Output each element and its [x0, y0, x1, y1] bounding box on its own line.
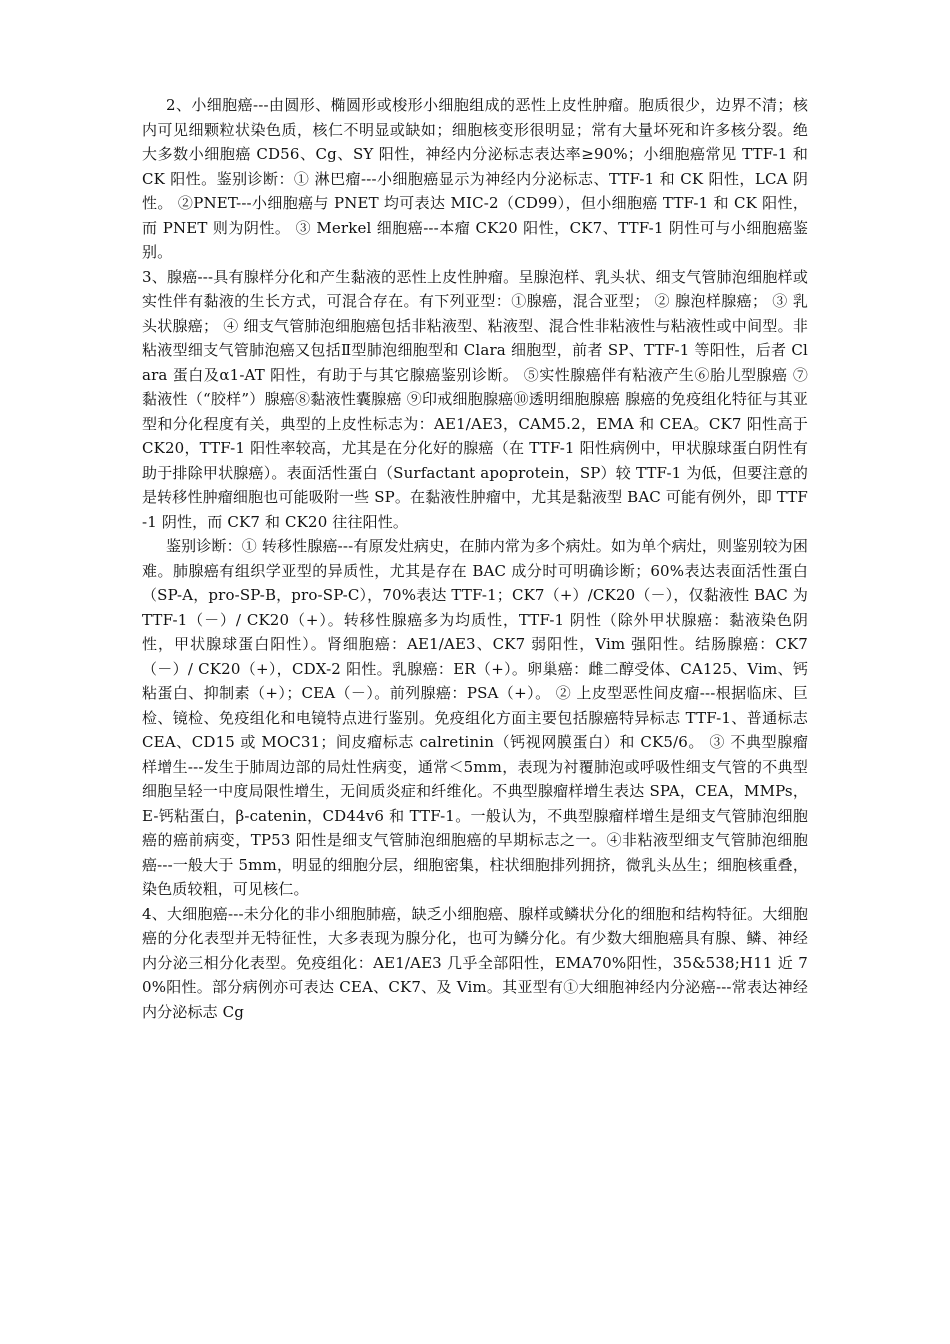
paragraph-differential-diagnosis: 鉴别诊断：① 转移性腺癌---有原发灶病史，在肺内常为多个病灶。如为单个病灶，则鉴别较为困难。肺腺癌有组织学亚型的异质性，尤其是存在 BAC 成分时可明确诊断；60%表达表面活性蛋白（SP-A，pro-SP-B，pro-SP-C），70%表达 TTF-1；CK7（+）/CK20（－），仅黏液性 BAC 为 TTF-1（－）/ CK20（+）。转移性腺癌多为均质性，TTF-1 阴性（除外甲状腺癌：黏液染色阴性，甲状腺球蛋白阳性）。肾细胞癌：AE1/AE3、CK7 弱阳性，Vim 强阳性。结肠腺癌：CK7（－）/ CK20（+），CDX-2 阳性。乳腺癌：ER（+）。卵巢癌：雌二醇受体、CA125、Vim、钙粘蛋白、抑制素（+）；CEA（－）。前列腺癌：PSA（+）。 ② 上皮型恶性间皮瘤---根据临床、巨检、镜检、免疫组化和电镜特点进行鉴别。免疫组化方面主要包括腺癌特异标志 TTF-1、普通标志 CEA、CD15 或 MOC31；间皮瘤标志 calretinin（钙视网膜蛋白）和 CK5/6。 ③ 不典型腺瘤样增生---发生于肺周边部的局灶性病变，通常＜5mm，表现为衬覆肺泡或呼吸性细支气管的不典型细胞呈轻一中度局限性增生，无间质炎症和纤维化。不典型腺瘤样增生表达 SPA，CEA，MMPs，E-钙粘蛋白，β-catenin，CD44v6 和 TTF-1。一般认为，不典型腺瘤样增生是细支气管肺泡细胞癌的癌前病变，TP53 阳性是细支气管肺泡细胞癌的早期标志之一。④非粘液型细支气管肺泡细胞癌---一般大于 5mm，明显的细胞分层，细胞密集，柱状细胞排列拥挤，微乳头丛生；细胞核重叠，染色质较粗，可见核仁。: [142, 537, 808, 898]
paragraph-small-cell-carcinoma: 2、小细胞癌---由圆形、椭圆形或梭形小细胞组成的恶性上皮性肿瘤。胞质很少，边界不清；核内可见细颗粒状染色质，核仁不明显或缺如；细胞核变形很明显；常有大量坏死和许多核分裂。绝大多数小细胞癌 CD56、Cg、SY 阳性，神经内分泌标志表达率≥90%；小细胞癌常见 TTF-1 和 CK 阳性。鉴别诊断：① 淋巴瘤---小细胞癌显示为神经内分泌标志、TTF-1 和 CK 阳性，LCA 阴性。 ②PNET---小细胞癌与 PNET 均可表达 MIC-2（CD99），但小细胞癌 TTF-1 和 CK 阳性，而 PNET 则为阴性。 ③ Merkel 细胞癌---本瘤 CK20 阳性，CK7、TTF-1 阴性可与小细胞癌鉴别。: [142, 96, 808, 261]
paragraph-large-cell-carcinoma: 4、大细胞癌---未分化的非小细胞肺癌，缺乏小细胞癌、腺样或鳞状分化的细胞和结构特征。大细胞癌的分化表型并无特征性，大多表现为腺分化，也可为鳞分化。有少数大细胞癌具有腺、鳞、神经内分泌三相分化表型。免疫组化：AE1/AE3 几乎全部阳性，EMA70%阳性，35&538;H11 近 70%阳性。部分病例亦可表达 CEA、CK7、及 Vim。其亚型有①大细胞神经内分泌癌---常表达神经内分泌标志 Cg: [142, 904, 808, 1021]
document-page: [142, 93, 808, 1024]
paragraph-adenocarcinoma: 3、腺癌---具有腺样分化和产生黏液的恶性上皮性肿瘤。呈腺泡样、乳头状、细支气管肺泡细胞样或实性伴有黏液的生长方式，可混合存在。有下列亚型：①腺癌，混合亚型； ② 腺泡样腺癌； ③ 乳头状腺癌； ④ 细支气管肺泡细胞癌包括非粘液型、粘液型、混合性非粘液性与粘液性或中间型。非粘液型细支气管肺泡癌又包括Ⅱ型肺泡细胞型和 Clara 细胞型，前者 SP、TTF-1 等阳性，后者 Clara 蛋白及α1-AT 阳性，有助于与其它腺癌鉴别诊断。 ⑤实性腺癌伴有粘液产生⑥胎儿型腺癌 ⑦黏液性（“胶样”）腺癌⑧黏液性囊腺癌 ⑨印戒细胞腺癌⑩透明细胞腺癌 腺癌的免疫组化特征与其亚型和分化程度有关，典型的上皮性标志为：AE1/AE3，CAM5.2，EMA 和 CEA。CK7 阳性高于 CK20，TTF-1 阳性率较高，尤其是在分化好的腺癌（在 TTF-1 阳性病例中，甲状腺球蛋白阴性有助于排除甲状腺癌）。表面活性蛋白（Surfactant apoprotein，SP）较 TTF-1 为低，但要注意的是转移性肿瘤细胞也可能吸附一些 SP。在黏液性肿瘤中，尤其是黏液型 BAC 可能有例外，即 TTF-1 阴性，而 CK7 和 CK20 往往阳性。: [142, 267, 808, 531]
